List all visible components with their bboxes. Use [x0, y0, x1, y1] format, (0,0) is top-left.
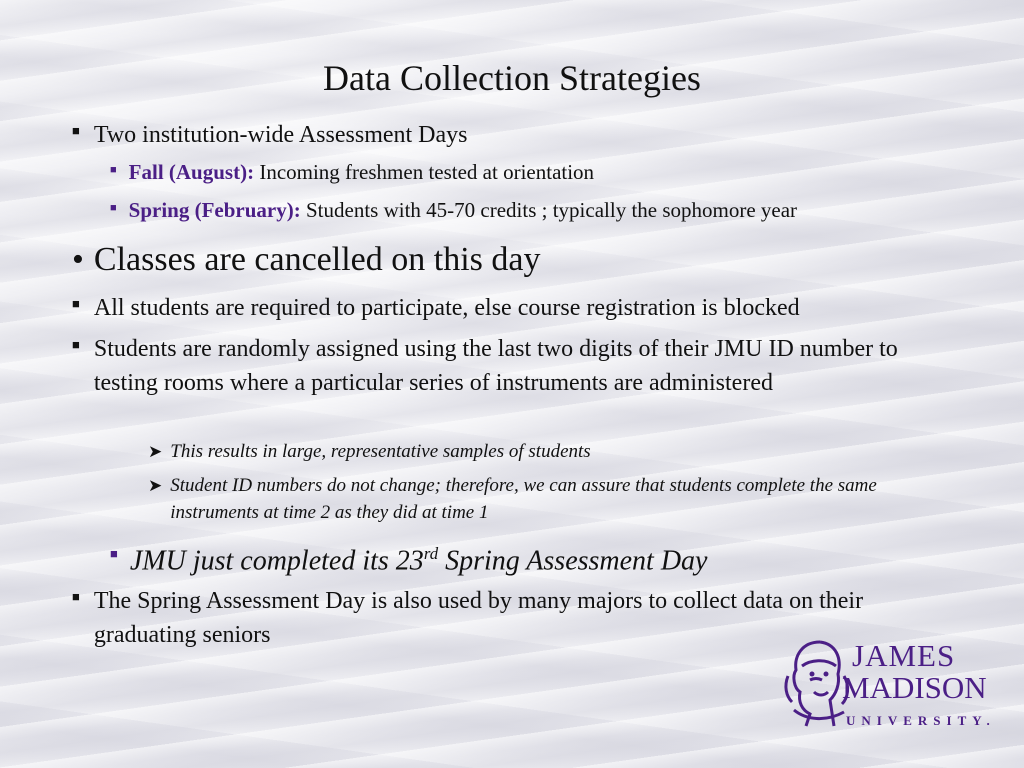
logo-university: UNIVERSITY.	[846, 713, 996, 728]
bullet-student-id	[148, 472, 948, 526]
spring-label: Spring (February):	[128, 198, 301, 222]
arrow-bullet-icon: ➤	[148, 442, 163, 461]
logo-james: JAMES	[852, 638, 956, 673]
square-bullet-icon: ■	[110, 202, 117, 214]
bullet-23rd-day	[110, 536, 990, 579]
fall-text: Incoming freshmen tested at orientation	[254, 160, 595, 184]
bullet-fall	[110, 159, 990, 186]
round-bullet-icon: •	[72, 241, 84, 278]
bullet-text: Students are randomly assigned using the last two digits of their JMU ID number to testing rooms where a particular series of instruments are administered	[93, 336, 898, 396]
fall-label: Fall (August):	[128, 160, 255, 184]
square-bullet-icon: ■	[72, 123, 80, 138]
bullet-text: This results in large, representative samples of students	[170, 441, 591, 462]
bullet-text: Student ID numbers do not change; therefore, we can assure that students complete the same instruments at time 2 as they did at time 1	[170, 475, 877, 523]
square-bullet-icon: ■	[72, 589, 80, 604]
logo-madison: MADISON	[842, 670, 987, 705]
bullet-text: The Spring Assessment Day is also used by many majors to collect data on their graduating seniors	[93, 588, 864, 648]
bullet-random-assignment	[72, 332, 942, 400]
slide-title: Data Collection Strategies	[323, 58, 701, 98]
square-bullet-icon: ■	[72, 337, 80, 352]
bullet-text: Two institution-wide Assessment Days	[93, 122, 468, 148]
day-text-post: Spring Assessment Day	[438, 545, 708, 577]
bullet-text: All students are required to participate, else course registration is blocked	[93, 295, 800, 321]
arrow-bullet-icon: ➤	[148, 476, 163, 495]
bullet-representative	[148, 438, 968, 465]
square-bullet-icon: ■	[110, 164, 117, 176]
bullet-required	[72, 291, 972, 325]
bullet-text: Classes are cancelled on this day	[93, 241, 541, 278]
day-text-pre: JMU just completed its 23	[129, 545, 424, 577]
bullet-spring	[110, 197, 1010, 224]
bullet-classes-cancelled	[72, 240, 972, 280]
square-bullet-icon: ■	[72, 296, 80, 311]
square-bullet-icon: ■	[110, 546, 118, 561]
day-text-sup: rd	[423, 544, 439, 563]
spring-text: Students with 45-70 credits ; typically the sophomore year	[300, 198, 798, 222]
bullet-assessment-days	[72, 118, 972, 152]
jmu-logo	[780, 636, 996, 736]
